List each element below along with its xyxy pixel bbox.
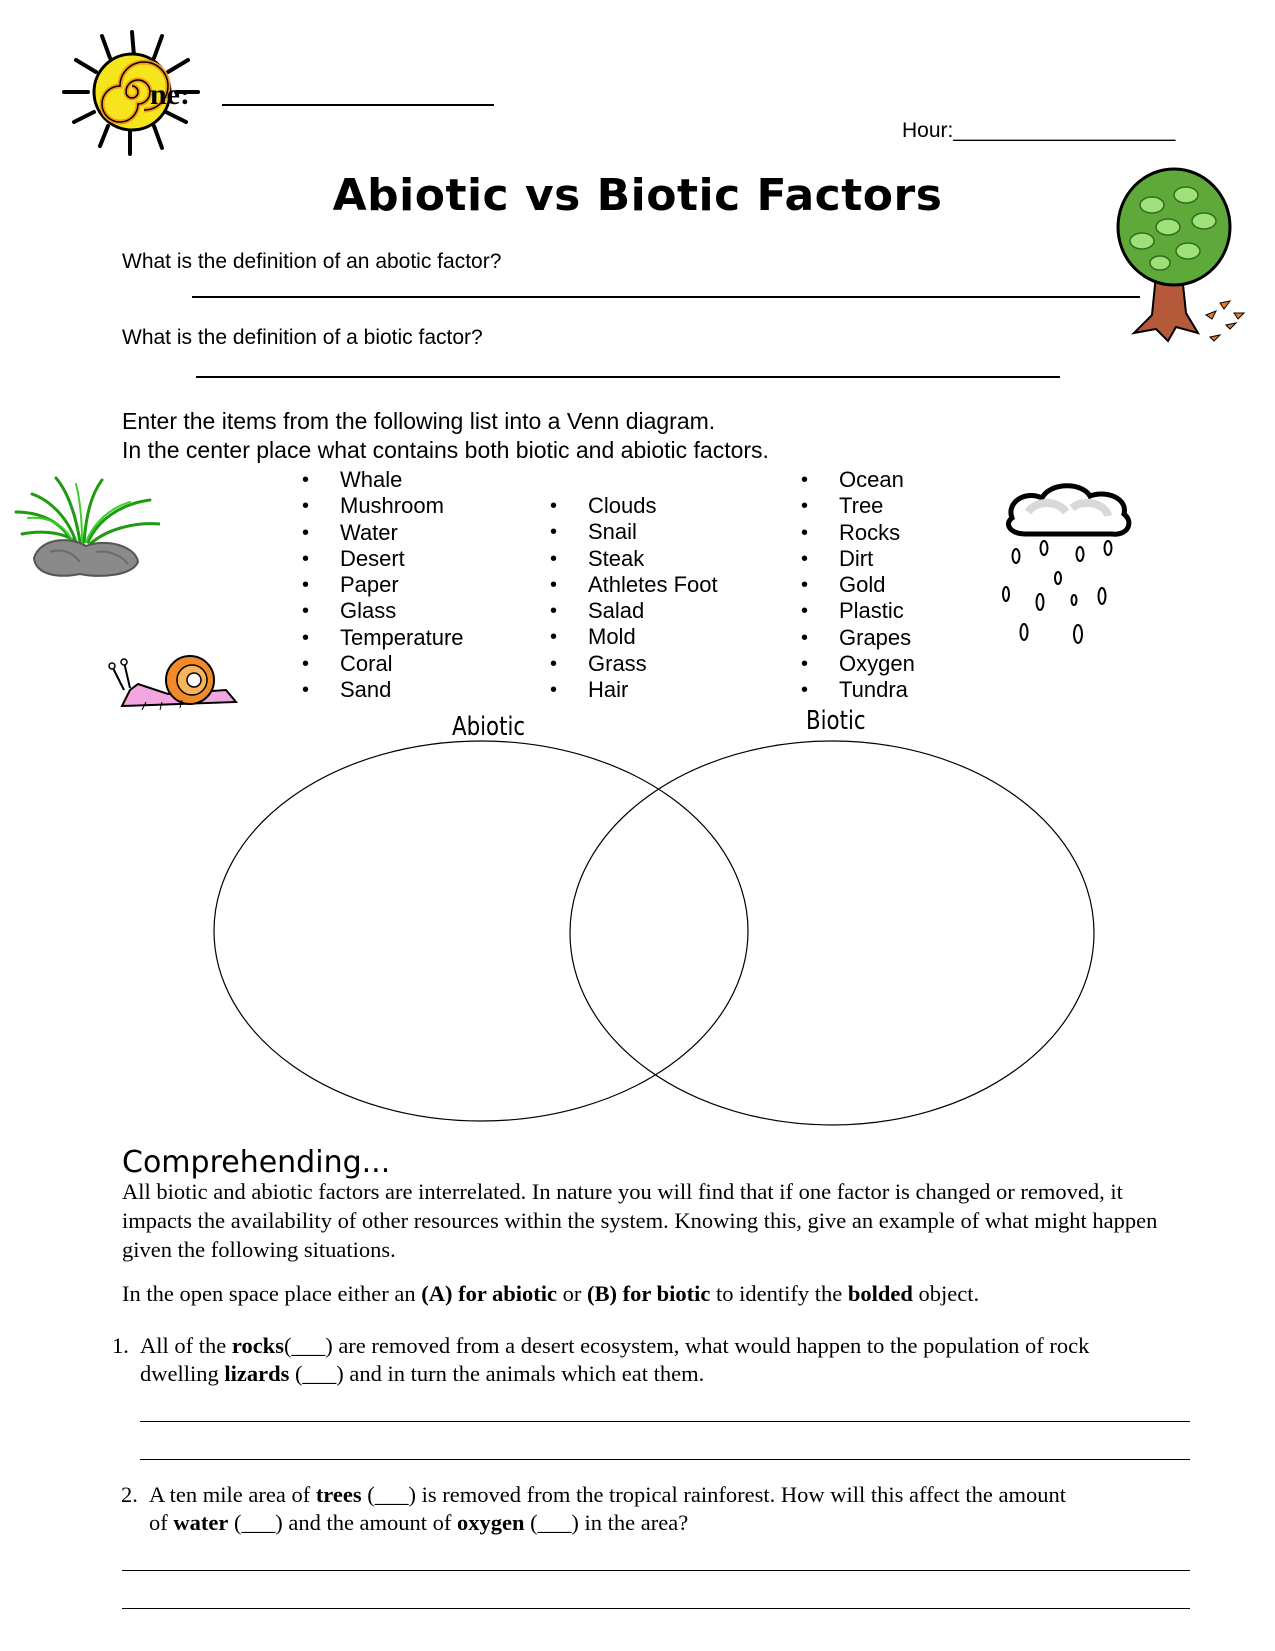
list-item: • Tree <box>801 493 915 519</box>
comprehending-paragraph: All biotic and abiotic factors are interrelated. In nature you will find that if one factor is changed or removed, it impacts the availability of other resources within the system. Knowing this, give an example of what might happen given the following situations. <box>122 1179 1158 1262</box>
list-item: • Grass <box>550 651 718 677</box>
comprehending-heading: Comprehending... <box>122 1145 391 1180</box>
list-item: • Steak <box>550 546 718 572</box>
question-1-text-line-2: dwelling lizards (___) and in turn the animals which eat them. <box>140 1361 705 1386</box>
list-item: • Water <box>302 520 464 546</box>
venn-label-biotic: Biotic <box>806 706 866 736</box>
question-1-answer-line-2[interactable] <box>140 1459 1190 1460</box>
instructions-line-2: In the center place what contains both biotic and abiotic factors. <box>122 437 769 463</box>
list-item: • Tundra <box>801 677 915 703</box>
list-item: • Desert <box>302 546 464 572</box>
list-item: • Oxygen <box>801 651 915 677</box>
question-1-text-line-1: All of the rocks(___) are removed from a desert ecosystem, what would happen to the population of rock <box>140 1333 1090 1358</box>
list-item: • Mushroom <box>302 493 464 519</box>
list-item: • Gold <box>801 572 915 598</box>
venn-circle-abiotic[interactable] <box>214 741 748 1121</box>
list-item: • Paper <box>302 572 464 598</box>
question-2-answer-line-1[interactable] <box>122 1570 1190 1571</box>
question-2-text-line-1: A ten mile area of trees (___) is removed from the tropical rainforest. How will this affect the amount <box>149 1482 1067 1507</box>
venn-label-abiotic: Abiotic <box>452 712 526 742</box>
list-item: • Sand <box>302 677 464 703</box>
question-2-text-line-2: of water (___) and the amount of oxygen (___) in the area? <box>149 1510 689 1535</box>
question-2-answer-line-2[interactable] <box>122 1608 1190 1609</box>
comprehending-instructions: In the open space place either an (A) for abiotic or (B) for biotic to identify the bolded object. <box>122 1281 980 1306</box>
list-item: • Whale <box>302 467 464 493</box>
list-item: • Mold <box>550 624 718 650</box>
hour-label[interactable]: Hour:___________________ <box>902 119 1176 142</box>
list-item: • Ocean <box>801 467 915 493</box>
list-item: • Snail <box>550 519 718 545</box>
list-item: • Grapes <box>801 625 915 651</box>
list-item: • Glass <box>302 598 464 624</box>
name-label: ne: <box>150 78 190 111</box>
list-item: • Hair <box>550 677 718 703</box>
list-item: • Clouds <box>550 493 718 519</box>
list-item: • Plastic <box>801 598 915 624</box>
page-title: Abiotic vs Biotic Factors <box>332 170 943 221</box>
list-item: • Athletes Foot <box>550 572 718 598</box>
abiotic-definition-question: What is the definition of an abotic factor? <box>122 250 502 273</box>
venn-circle-biotic[interactable] <box>570 741 1094 1125</box>
instructions-line-1: Enter the items from the following list into a Venn diagram. <box>122 408 716 434</box>
question-1-number: 1. <box>112 1333 129 1358</box>
question-1-answer-line-1[interactable] <box>140 1421 1190 1422</box>
list-item: • Salad <box>550 598 718 624</box>
biotic-definition-question: What is the definition of a biotic factor? <box>122 326 483 349</box>
list-item: • Rocks <box>801 520 915 546</box>
list-item: • Coral <box>302 651 464 677</box>
list-item: • Temperature <box>302 625 464 651</box>
question-2-number: 2. <box>121 1482 138 1507</box>
list-item: • Dirt <box>801 546 915 572</box>
